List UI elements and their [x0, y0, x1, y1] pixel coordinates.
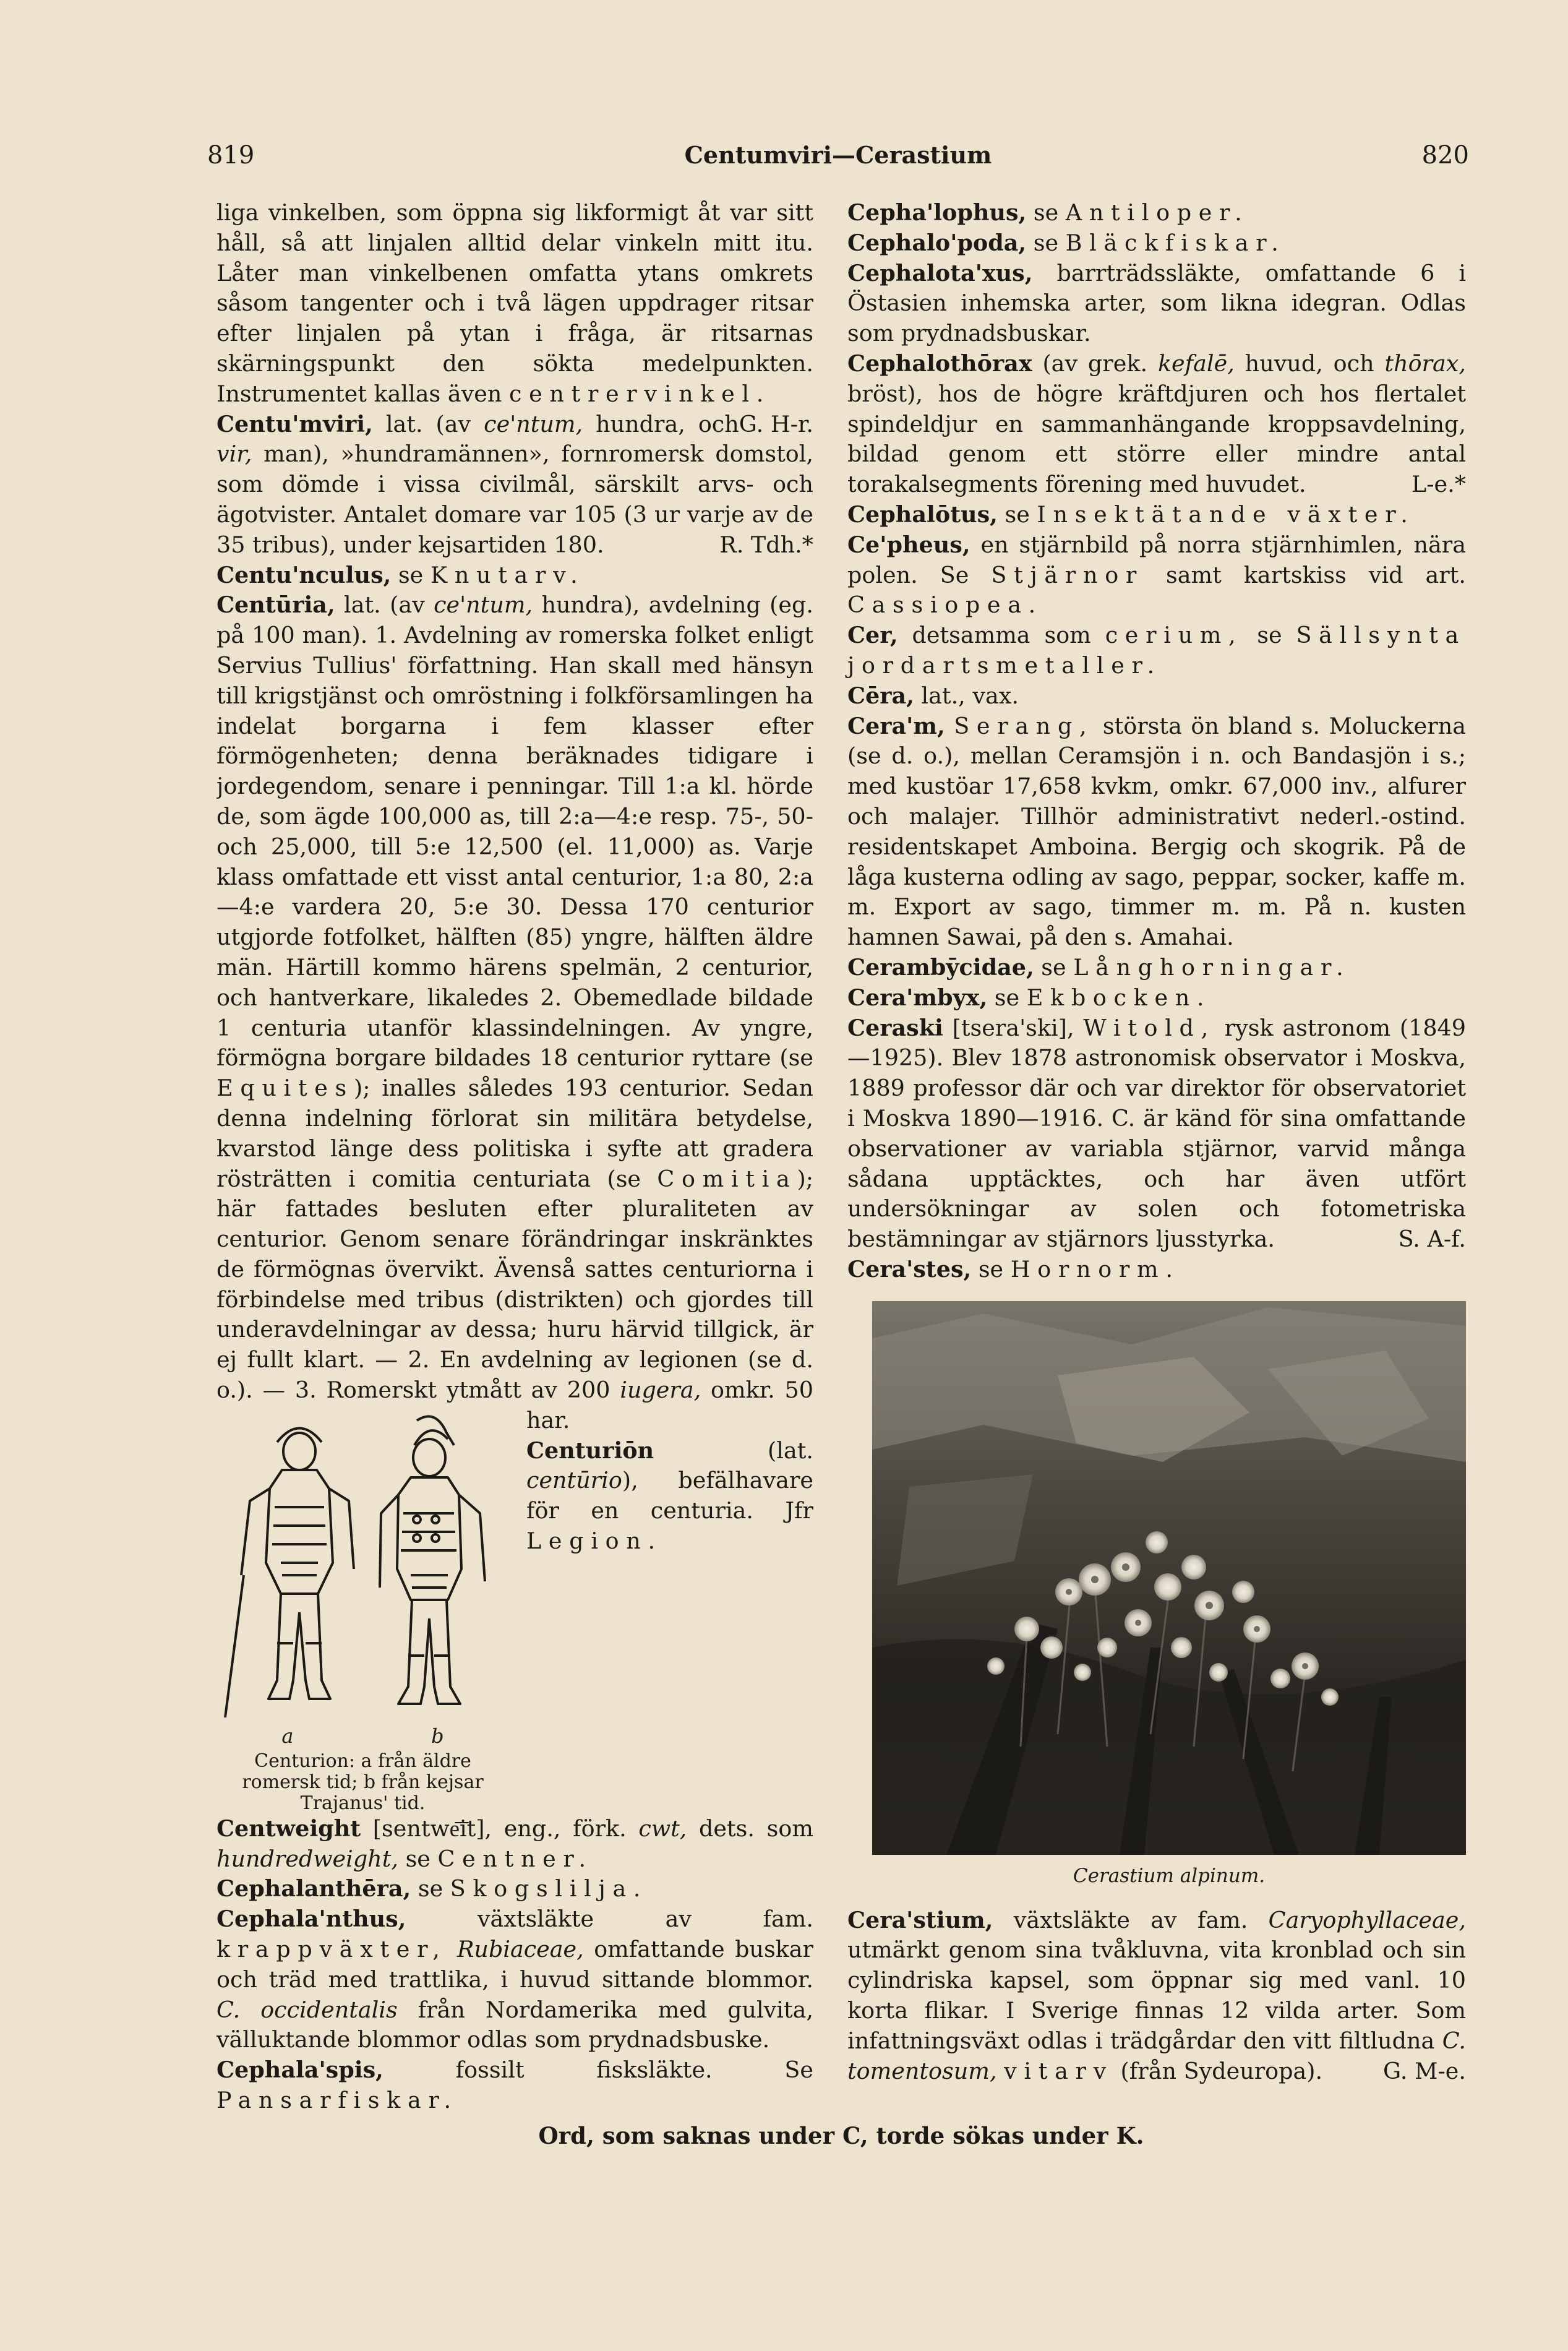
photo-caption: Cerastium alpinum. — [1073, 1864, 1266, 1887]
cross-reference: Skogslilja. — [450, 1875, 648, 1902]
entry-centunculus: Centu'nculus, se Knutarv. — [216, 561, 585, 588]
entry-centumviri: Centu'mviri, lat. (av ce'ntum, hundra, och vir, man), »hundramännen», fornromersk domstol, som dömde i vissa civilmål, särskilt arvs- och ägotvister. Antalet domare var 105 (3 ur varje av de 35 tribus), under kejsartiden 180. R. Tdh.* — [216, 410, 813, 561]
cross-reference: Insektätande växter. — [1037, 501, 1415, 528]
headword: Centweight — [216, 1815, 361, 1842]
entry-cera: Cēra, lat., vax. — [847, 682, 1019, 709]
entry-continuation: liga vinkelben, som öppna sig likformigt åt var sitt håll, så att linjalen alltid delar vinkeln mitt itu. Låter man vinkelbenen omfatta ytans omkrets såsom tangenter och i två lägen uppdrager ritsar efter linjalen på ytan i fråga, är ritsarnas skärningspunkt den sökta medelpunkten. Instrumentet kallas även centrervinkel. G. H-r. — [216, 198, 813, 410]
headword: Cephala'spis, — [216, 2057, 383, 2084]
headword: Ce'pheus, — [847, 531, 970, 558]
headword: Centūria, — [216, 591, 335, 619]
entry-cephalothorax: Cephalothōrax (av grek. kefalē, huvud, och thōrax, bröst), hos de högre kräftdjuren och hos flertalet spindeldjur en sammanhängande kroppsavdelning, bildad genom ett större eller mindre antal torakalsegments förening med huvudet. L-e.* — [847, 349, 1466, 500]
centurion-figure — [216, 1408, 513, 1814]
page-header — [207, 141, 1469, 184]
headword: Ceraski — [847, 1014, 943, 1041]
headword: Cera'stium, — [847, 1906, 993, 1933]
author-signature: G. H-r. — [739, 410, 813, 437]
entry-cerambycidae: Cerambȳcidae, se Långhorningar. — [847, 953, 1351, 981]
headword: Centuriōn — [526, 1437, 654, 1464]
entry-cephalotus: Cephalōtus, se Insektätande växter. — [847, 501, 1415, 528]
cross-reference: Knutarv. — [430, 561, 585, 588]
entry-cephalanthus: Cephala'nthus, växtsläkte av fam. krappväxter, Rubiaceae, omfattande buskar och träd med trattlika, i huvud sittande blommor. C. occidentalis från Nordamerika med gulvita, välluktande blommor odlas som prydnadsbuske. — [216, 1906, 813, 2053]
headword: Cera'm, — [847, 712, 945, 739]
cross-reference: Cassiopea. — [847, 591, 1043, 619]
cerastium-photo-figure — [872, 1301, 1466, 1888]
headword: Cephala'nthus, — [216, 1906, 406, 1933]
section-footnote: Ord, som saknas under C, torde sökas under K. — [538, 2122, 1144, 2149]
cross-reference: Långhorningar. — [1073, 953, 1351, 981]
headword: Cerambȳcidae, — [847, 953, 1034, 981]
figure-labels — [216, 1725, 513, 1747]
cross-reference: Antiloper. — [1065, 199, 1249, 226]
cross-reference: Comitia — [657, 1165, 797, 1192]
cerastium-alpinum-photo — [872, 1301, 1466, 1855]
entry-ceraski: Ceraski [tsera'ski], Witold, rysk astronom (1849—1925). Blev 1878 astronomisk observator i Moskva, 1889 professor där och var direktor för observatoriet i Moskva 1890—1916. C. är känd för sina omfattande observationer av variabla stjärnor, varvid många sådana upptäcktes, och har även utfört undersökningar av solen och fotometriska bestämningar av stjärnors ljusstyrka. S. A-f. — [847, 1013, 1466, 1255]
author-signature: R. Tdh.* — [719, 531, 813, 558]
entry-centuria: Centūria, lat. (av ce'ntum, hundra), avdelning (eg. på 100 man). 1. Avdelning av romerska folket enligt Servius Tullius' författning. Han skall med hänsyn till krigstjänst och omröstning i folkförsamlingen ha indelat borgarna i fem klasser efter förmögenheten; denna beräknades tidigare i jordegendom, senare i penningar. Till 1:a kl. hörde de, som ägde 100,000 as, till 2:a—4:e resp. 75-, 50- och 25,000, till 5:e 12,500 (el. 11,000) as. Varje klass omfattade ett visst antal centurior, 1:a 80, 2:a—4:e vardera 20, 5:e 30. Dessa 170 centurior utgjorde fotfolket, hälften (85) yngre, hälften äldre män. Härtill kommo härens spelmän, 2 centurior, och hantverkare, likaledes 2. Obemedlade bildade 1 centuria utanför klassindelningen. Av yngre, förmögna borgare bildades 18 centurior ryttare (se Equites); inalles således 193 centurior. Sedan denna indelning förlorat sin militära betydelse, kvarstod länge dess politiska i syfte att gradera rösträtten i comitia centuriata (se Comitia); här fattades besluten efter pluraliteten av centurior. Genom senare förändringar inskränktes de förmögnas övervikt. Ävenså sattes centuriorna i förbindelse med tribus (distrikten) och gjordes till underavdelningar av dessa; huru härvid tillgick, är ej fullt klart. — 2. En avdelning av legionen (se d. o.). — 3. Romerskt ytmått av 200 a b Centurion: a från äldre romersk tid; b från kejsar Trajanus' tid. iugera, omkr. 50 har. Centuriōn (lat. centūrio), befälhavare för en centuria. Jfr Legion. — [216, 590, 813, 1814]
left-column — [216, 198, 813, 2116]
entry-ceram: Cera'm, Serang, största ön bland s. Moluckerna (se d. o.), mellan Ceramsjön i n. och Bandasjön i s.; med kustöar 17,658 kvkm, omkr. 67,000 inv., alfurer och malajer. Tillhör administrativt nederl.-ostind. residentskapet Amboina. Bergig och skogrik. På de låga kusterna odling av sago, peppar, socker, kaffe m. m. Export av sago, timmer m. m. På n. kusten hamnen Sawai, på den s. Amahai. — [847, 712, 1467, 951]
page-number-left: 819 — [207, 141, 255, 170]
running-head: Centumviri—Cerastium — [684, 141, 992, 169]
entry-cerastes: Cera'stes, se Hornorm. — [847, 1255, 1180, 1283]
headword: Cēra, — [847, 682, 914, 709]
entry-cerambyx: Cera'mbyx, se Ekbocken. — [847, 984, 1212, 1011]
headword: Cephalōtus, — [847, 501, 998, 528]
headword: Cephalo'poda, — [847, 229, 1027, 256]
headword: Cera'mbyx, — [847, 984, 988, 1011]
headword: Cephalothōrax — [847, 350, 1032, 377]
entry-cer: Cer, detsamma som cerium, se Sällsynta jordartsmetaller. — [847, 622, 1466, 679]
author-signature: L-e.* — [1411, 471, 1466, 498]
page-number-right: 820 — [1421, 141, 1469, 170]
headword: Cephalota'xus, — [847, 259, 1033, 286]
cross-reference: Equites — [216, 1075, 354, 1102]
cross-reference: Ekbocken. — [1026, 984, 1212, 1011]
entry-cephalophus: Cepha'lophus, se Antiloper. — [847, 199, 1249, 226]
cross-reference: Centner. — [437, 1845, 593, 1872]
cross-reference: Pansarfiskar. — [216, 2087, 458, 2114]
headword: Centu'mviri, — [216, 410, 373, 437]
cross-reference: Bläckfiskar. — [1065, 229, 1286, 256]
centurion-illustration — [216, 1408, 513, 1730]
cross-reference: Stjärnor — [991, 561, 1144, 588]
headword: Cer, — [847, 622, 898, 649]
figure-label-b: b — [431, 1724, 444, 1748]
entry-cephalotaxus: Cephalota'xus, barrträdssläkte, omfattande 6 i Östasien inhemska arter, som likna idegran. Odlas som prydnadsbuskar. — [847, 259, 1466, 347]
headword: Centu'nculus, — [216, 561, 392, 588]
entry-cephalanthera: Cephalanthēra, se Skogslilja. — [216, 1875, 648, 1902]
cross-reference: Sällsynta jordartsmetaller. — [847, 622, 1466, 679]
author-signature: G. M-e. — [1383, 2057, 1466, 2084]
cross-reference: Hornorm. — [1010, 1255, 1180, 1283]
author-signature: S. A-f. — [1398, 1226, 1466, 1253]
headword: Cera'stes, — [847, 1255, 972, 1283]
entry-cephalaspis: Cephala'spis, fossilt fisksläkte. Se Pansarfiskar. — [216, 2057, 813, 2114]
entry-centweight: Centweight [sentwe͞it], eng., förk. cwt, dets. som hundredweight, se Centner. — [216, 1815, 813, 1872]
cross-reference: cerium, — [1105, 622, 1243, 649]
figure-label-a: a — [281, 1724, 294, 1748]
cross-reference: Legion. — [526, 1528, 662, 1555]
entry-centurion: Centuriōn (lat. centūrio), befälhavare för en centuria. Jfr Legion. — [526, 1437, 813, 1555]
entry-cephalopoda: Cephalo'poda, se Bläckfiskar. — [847, 229, 1286, 256]
figure-caption: Centurion: a från äldre romersk tid; b från kejsar Trajanus' tid. — [242, 1750, 484, 1814]
headword: Cephalanthēra, — [216, 1875, 411, 1902]
headword: Cepha'lophus, — [847, 199, 1027, 226]
entry-cerastium: Cera'stium, växtsläkte av fam. Caryophyllaceae, utmärkt genom sina tvåkluvna, vita kronblad och sin cylindriska kapsel, som öppnar sig med vanl. 10 korta flikar. I Sverige finnas 12 vilda arter. Som infattningsväxt odlas i trädgårdar den vitt filtludna C. tomentosum, vitarv (från Sydeuropa). G. M-e. — [847, 1906, 1466, 2087]
right-column — [847, 198, 1466, 2086]
entry-cepheus: Ce'pheus, en stjärnbild på norra stjärnhimlen, nära polen. Se Stjärnor samt kartskiss vid art. Cassiopea. — [847, 531, 1466, 619]
cross-reference: krappväxter, — [216, 1936, 447, 1963]
